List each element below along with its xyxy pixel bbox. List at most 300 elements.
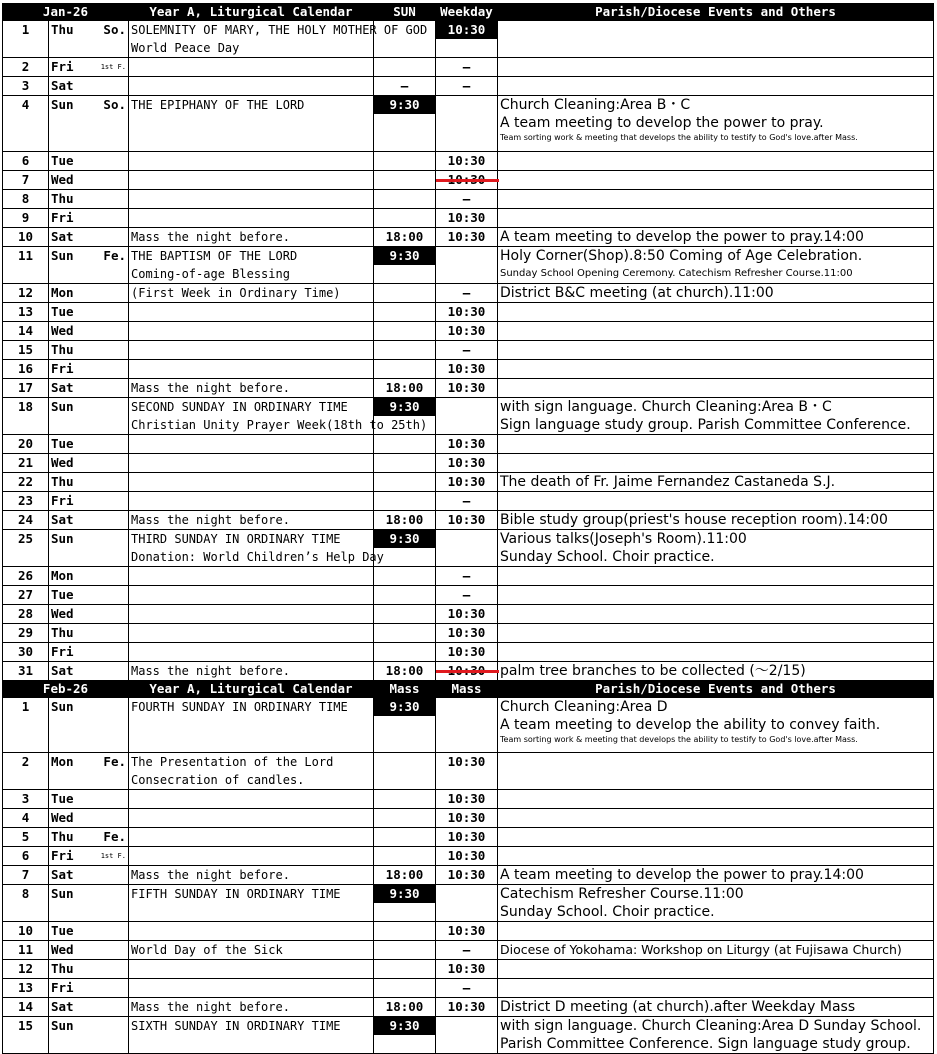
weekday-name: Sun <box>49 697 91 753</box>
weekday-mass-value: 10:30 <box>447 435 486 451</box>
event-line: Sunday School Opening Ceremony. Catechism Refresher Course.11:00 <box>500 267 853 279</box>
weekday-name: Sun <box>49 96 91 152</box>
mass-time <box>374 302 436 321</box>
weekday-mass-value: — <box>462 586 471 602</box>
calendar-row <box>3 529 934 566</box>
mass-time <box>374 941 436 960</box>
calendar-row <box>3 340 934 359</box>
weekday-mass-value: 10:30 <box>447 454 486 470</box>
liturgical-cell <box>129 302 374 321</box>
event-line: palm tree branches to be collected (～2/15) <box>500 662 806 679</box>
day-number: 27 <box>3 585 49 604</box>
events-cell <box>498 623 934 642</box>
section-header <box>3 680 934 697</box>
event-line: A team meeting to develop the ability to convey faith. <box>500 716 881 733</box>
liturgical-line: World Day of the Sick <box>131 943 283 957</box>
mass-time-value: 9:30 <box>374 96 435 114</box>
weekday-mass-value: 10:30 <box>447 754 486 769</box>
weekday-mass-value: — <box>462 284 471 300</box>
weekday-name: Fri <box>49 359 91 378</box>
weekday-mass <box>436 1017 498 1054</box>
day-number: 20 <box>3 434 49 453</box>
mass-time <box>374 1017 436 1054</box>
events-cell <box>498 283 934 302</box>
event-line: A team meeting to develop the power to pray.14:00 <box>500 867 864 883</box>
events-cell <box>498 566 934 585</box>
event-line: Team sorting work & meeting that develops the ability to testify to God's love.after Mass. <box>500 133 858 142</box>
mass-time <box>374 697 436 753</box>
weekday-mass <box>436 151 498 170</box>
weekday-mass <box>436 208 498 227</box>
calendar-row <box>3 753 934 790</box>
calendar-row <box>3 941 934 960</box>
liturgical-cell <box>129 585 374 604</box>
feast-tag <box>91 790 129 809</box>
weekday-mass-value: 10:30 <box>447 662 486 678</box>
day-number: 3 <box>3 77 49 96</box>
events-cell <box>498 661 934 680</box>
day-number: 14 <box>3 998 49 1017</box>
feast-tag <box>91 434 129 453</box>
event-line: Team sorting work & meeting that develops the ability to testify to God's love.after Mass. <box>500 734 858 744</box>
liturgical-cell <box>129 359 374 378</box>
weekday-name: Thu <box>49 189 91 208</box>
liturgical-line: Mass the night before. <box>131 512 290 527</box>
weekday-mass <box>436 604 498 623</box>
mass-time <box>374 170 436 189</box>
calendar-row <box>3 566 934 585</box>
weekday-name: Tue <box>49 790 91 809</box>
liturgical-cell <box>129 283 374 302</box>
weekday-mass-value: — <box>462 78 471 93</box>
weekday-mass-value: 10:30 <box>447 624 486 640</box>
weekday-name: Wed <box>49 941 91 960</box>
mass-time <box>374 453 436 472</box>
liturgical-cell <box>129 604 374 623</box>
mass-time <box>374 979 436 998</box>
liturgical-cell <box>129 453 374 472</box>
liturgical-line: Mass the night before. <box>131 1000 290 1014</box>
weekday-mass-value: — <box>462 341 471 357</box>
liturgical-line: FIFTH SUNDAY IN ORDINARY TIME <box>131 887 341 901</box>
event-line: Sunday School. Choir practice. <box>500 904 715 920</box>
calendar-row <box>3 790 934 809</box>
weekday-mass-value: 10:30 <box>447 209 486 225</box>
calendar-row <box>3 1017 934 1054</box>
events-cell <box>498 790 934 809</box>
calendar-row <box>3 642 934 661</box>
weekday-mass-value: 10:30 <box>447 791 486 806</box>
weekday-mass <box>436 642 498 661</box>
weekday-mass <box>436 283 498 302</box>
calendar-row <box>3 922 934 941</box>
feast-tag: Fe. <box>91 828 129 847</box>
mass-time <box>374 753 436 790</box>
feast-tag <box>91 302 129 321</box>
weekday-mass <box>436 941 498 960</box>
events-cell <box>498 77 934 96</box>
calendar-row <box>3 302 934 321</box>
event-line: Bible study group(priest's house reception room).14:00 <box>500 511 888 528</box>
events-cell <box>498 998 934 1017</box>
event-line: Diocese of Yokohama: Workshop on Liturgy (at Fujisawa Church) <box>500 942 902 957</box>
mass-time-value: 9:30 <box>374 698 435 716</box>
feast-tag <box>91 227 129 246</box>
liturgical-line: SECOND SUNDAY IN ORDINARY TIME <box>131 399 348 414</box>
event-line: Various talks(Joseph's Room).11:00 <box>500 530 747 547</box>
weekday-mass <box>436 585 498 604</box>
weekday-mass <box>436 189 498 208</box>
weekday-mass <box>436 623 498 642</box>
events-cell <box>498 922 934 941</box>
liturgical-cell <box>129 21 428 58</box>
liturgical-line: Consecration of candles. <box>131 773 305 787</box>
day-number: 7 <box>3 866 49 885</box>
weekday-mass <box>436 753 498 790</box>
liturgical-cell <box>129 753 374 790</box>
mass-time <box>374 96 436 152</box>
liturgical-cell <box>129 960 374 979</box>
events-cell <box>498 21 934 58</box>
weekday-name: Fri <box>49 642 91 661</box>
weekday-name: Sat <box>49 227 91 246</box>
weekday-mass <box>436 566 498 585</box>
day-number: 6 <box>3 847 49 866</box>
weekday-mass <box>436 434 498 453</box>
mass-time <box>374 208 436 227</box>
calendar-table <box>2 3 934 1054</box>
weekday-mass-value: 10:30 <box>447 303 486 319</box>
weekday-name: Fri <box>49 979 91 998</box>
calendar-row <box>3 227 934 246</box>
events-cell <box>498 585 934 604</box>
calendar-row <box>3 998 934 1017</box>
weekday-mass <box>436 21 498 58</box>
calendar-row <box>3 246 934 283</box>
calendar-row <box>3 378 934 397</box>
feast-tag <box>91 491 129 510</box>
weekday-name: Sat <box>49 661 91 680</box>
events-cell <box>498 58 934 77</box>
weekday-name: Wed <box>49 170 91 189</box>
section-header <box>3 4 934 21</box>
mass-time <box>374 227 436 246</box>
liturgical-cell <box>129 510 374 529</box>
calendar-row <box>3 472 934 491</box>
weekday-mass <box>436 77 498 96</box>
calendar-row <box>3 397 934 434</box>
weekday-mass-value: 10:30 <box>447 152 486 168</box>
weekday-mass-value: 10:30 <box>447 228 486 244</box>
mass-time-value: 9:30 <box>374 1017 435 1035</box>
liturgical-line: SIXTH SUNDAY IN ORDINARY TIME <box>131 1019 341 1033</box>
day-number: 17 <box>3 378 49 397</box>
weekday-mass-value: 10:30 <box>447 379 486 395</box>
liturgical-line: Christian Unity Prayer Week(18th to 25th) <box>131 417 428 432</box>
liturgical-cell <box>129 828 374 847</box>
weekday-mass <box>436 170 498 189</box>
feast-tag <box>91 151 129 170</box>
calendar-row <box>3 510 934 529</box>
mass-time <box>374 246 436 283</box>
calendar-row <box>3 491 934 510</box>
weekday-mass <box>436 96 498 152</box>
mass-header: Mass <box>374 680 436 697</box>
liturgical-cell <box>129 922 374 941</box>
events-cell <box>498 753 934 790</box>
weekday-mass <box>436 453 498 472</box>
day-number: 21 <box>3 453 49 472</box>
weekday-mass <box>436 922 498 941</box>
events-cell <box>498 866 934 885</box>
mass-time <box>374 922 436 941</box>
calendar-row <box>3 21 934 58</box>
feast-tag <box>91 472 129 491</box>
events-cell <box>498 697 934 753</box>
events-cell <box>498 847 934 866</box>
events-cell <box>498 189 934 208</box>
liturgical-line: Mass the night before. <box>131 868 290 882</box>
feast-tag <box>91 378 129 397</box>
mass-time <box>374 885 436 922</box>
mass-time <box>374 359 436 378</box>
mass-time <box>374 510 436 529</box>
weekday-name: Sat <box>49 866 91 885</box>
event-line: A team meeting to develop the power to pray. <box>500 115 824 131</box>
day-number: 30 <box>3 642 49 661</box>
liturgical-line: (First Week in Ordinary Time) <box>131 285 341 300</box>
weekday-name: Sun <box>49 529 91 566</box>
day-number: 8 <box>3 189 49 208</box>
liturgical-cell <box>129 321 374 340</box>
calendar-row <box>3 96 934 152</box>
day-number: 1 <box>3 697 49 753</box>
weekday-name: Fri <box>49 491 91 510</box>
day-number: 10 <box>3 922 49 941</box>
weekday-mass <box>436 661 498 680</box>
feast-tag: 1st F. <box>91 847 129 866</box>
feast-tag <box>91 208 129 227</box>
mass-time <box>374 340 436 359</box>
weekday-mass-value: 10:30 <box>447 511 486 527</box>
weekday-mass-value: 10:30 <box>447 360 486 376</box>
mass-time <box>374 472 436 491</box>
feast-tag <box>91 397 129 434</box>
mass-time-value: 9:30 <box>374 885 435 903</box>
mass-time-value: 18:00 <box>385 379 424 395</box>
weekday-mass <box>436 790 498 809</box>
weekday-mass <box>436 866 498 885</box>
mass-time <box>374 566 436 585</box>
weekday-name: Thu <box>49 21 91 58</box>
liturgical-line: World Peace Day <box>131 41 240 55</box>
feast-tag <box>91 453 129 472</box>
events-cell <box>498 170 934 189</box>
weekday-mass <box>436 979 498 998</box>
day-number: 23 <box>3 491 49 510</box>
events-cell <box>498 340 934 359</box>
weekday-mass <box>436 378 498 397</box>
liturgical-cell <box>129 866 374 885</box>
calendar-row <box>3 604 934 623</box>
weekday-name: Tue <box>49 151 91 170</box>
liturgical-line: Mass the night before. <box>131 229 290 244</box>
events-cell <box>498 604 934 623</box>
weekday-name: Fri <box>49 847 91 866</box>
weekday-name: Mon <box>49 283 91 302</box>
weekday-name: Sun <box>49 397 91 434</box>
liturgical-cell <box>129 151 374 170</box>
weekday-mass <box>436 885 498 922</box>
liturgical-line: Mass the night before. <box>131 380 290 395</box>
weekday-name: Wed <box>49 809 91 828</box>
mass-time-value: 18:00 <box>385 511 424 527</box>
liturgical-cell <box>129 246 374 283</box>
liturgical-line: Mass the night before. <box>131 663 290 678</box>
weekday-name: Thu <box>49 623 91 642</box>
weekday-name: Tue <box>49 585 91 604</box>
liturgical-cell <box>129 529 384 566</box>
feast-tag <box>91 170 129 189</box>
feast-tag <box>91 189 129 208</box>
weekday-name: Mon <box>49 566 91 585</box>
weekday-mass-value: 10:30 <box>447 848 486 863</box>
weekday-mass-value: — <box>462 59 471 74</box>
feast-tag <box>91 77 129 96</box>
weekday-mass <box>436 809 498 828</box>
liturgical-line: The Presentation of the Lord <box>131 755 334 769</box>
events-cell <box>498 510 934 529</box>
liturgical-line: SOLEMNITY OF MARY, THE HOLY MOTHER OF GOD <box>131 23 428 37</box>
day-number: 6 <box>3 151 49 170</box>
events-cell <box>498 1017 934 1054</box>
mass-time <box>374 866 436 885</box>
feast-tag <box>91 697 129 753</box>
mass-time <box>374 58 436 77</box>
day-number: 2 <box>3 58 49 77</box>
liturgical-cell <box>129 998 374 1017</box>
liturgical-cell <box>129 491 374 510</box>
weekday-name: Wed <box>49 453 91 472</box>
calendar-row <box>3 809 934 828</box>
liturgical-cell <box>129 642 374 661</box>
weekday-mass-value: 10:30 <box>447 961 486 976</box>
weekday-name: Sun <box>49 885 91 922</box>
day-number: 10 <box>3 227 49 246</box>
feast-tag <box>91 998 129 1017</box>
liturgical-cell <box>129 809 374 828</box>
events-cell <box>498 397 934 434</box>
weekday-mass-value: 10:30 <box>436 21 497 39</box>
liturgical-cell <box>129 1017 374 1054</box>
weekday-mass-value: 10:30 <box>447 923 486 938</box>
mass-time <box>374 661 436 680</box>
event-line: Parish Committee Conference. Sign language study group. <box>500 1036 911 1052</box>
feast-tag <box>91 941 129 960</box>
weekday-mass <box>436 510 498 529</box>
weekday-mass <box>436 960 498 979</box>
weekday-header: Weekday <box>436 4 498 21</box>
events-cell <box>498 472 934 491</box>
weekday-mass-value: 10:30 <box>447 322 486 338</box>
event-line: Church Cleaning:Area D <box>500 698 668 715</box>
liturgical-cell <box>129 340 374 359</box>
events-cell <box>498 453 934 472</box>
mass-time <box>374 998 436 1017</box>
liturgical-cell <box>129 941 374 960</box>
feast-tag: Fe. <box>91 753 129 790</box>
weekday-name: Sat <box>49 378 91 397</box>
weekday-name: Tue <box>49 922 91 941</box>
calendar-row <box>3 697 934 753</box>
liturgical-cell <box>129 847 374 866</box>
event-line: with sign language. Church Cleaning:Area B・C <box>500 398 832 415</box>
events-cell <box>498 434 934 453</box>
weekday-mass-value: 10:30 <box>447 473 486 489</box>
weekday-mass-value: 10:30 <box>447 999 486 1014</box>
feast-tag <box>91 510 129 529</box>
day-number: 3 <box>3 790 49 809</box>
mass-time <box>374 283 436 302</box>
mass-time <box>374 321 436 340</box>
day-number: 26 <box>3 566 49 585</box>
liturgical-cell <box>129 623 374 642</box>
weekday-name: Mon <box>49 753 91 790</box>
weekday-mass <box>436 529 498 566</box>
calendar-row <box>3 77 934 96</box>
feast-tag <box>91 922 129 941</box>
liturgical-cell <box>129 885 374 922</box>
mass-time <box>374 378 436 397</box>
event-line: Holy Corner(Shop).8:50 Coming of Age Celebration. <box>500 247 863 264</box>
weekday-mass <box>436 491 498 510</box>
weekday-mass-value: 10:30 <box>447 605 486 621</box>
liturgical-cell <box>129 472 374 491</box>
feast-tag <box>91 960 129 979</box>
weekday-mass-value: — <box>462 492 471 508</box>
liturgical-cell <box>129 58 374 77</box>
mass-time <box>374 77 436 96</box>
mass-header: SUN <box>374 4 436 21</box>
event-line: A team meeting to develop the power to pray.14:00 <box>500 228 864 245</box>
feast-tag <box>91 340 129 359</box>
events-cell <box>498 227 934 246</box>
liturgical-cell <box>129 227 374 246</box>
weekday-mass-value: 10:30 <box>447 171 486 187</box>
feast-tag <box>91 642 129 661</box>
liturgical-cell <box>129 170 374 189</box>
events-cell <box>498 885 934 922</box>
day-number: 7 <box>3 170 49 189</box>
liturgical-header: Year A, Liturgical Calendar <box>129 4 374 21</box>
weekday-name: Tue <box>49 434 91 453</box>
day-number: 8 <box>3 885 49 922</box>
liturgical-cell <box>129 96 374 152</box>
liturgical-cell <box>129 697 374 753</box>
liturgical-line: Coming-of-age Blessing <box>131 266 290 281</box>
month-header: Feb-26 <box>3 680 129 697</box>
liturgical-line: THE EPIPHANY OF THE LORD <box>131 98 305 112</box>
weekday-mass-value: — <box>462 567 471 583</box>
day-number: 29 <box>3 623 49 642</box>
event-line: Sign language study group. Parish Committee Conference. <box>500 416 911 433</box>
events-cell <box>498 529 934 566</box>
liturgical-cell <box>129 790 374 809</box>
calendar-row <box>3 208 934 227</box>
calendar-row <box>3 828 934 847</box>
day-number: 4 <box>3 96 49 152</box>
weekday-mass <box>436 321 498 340</box>
